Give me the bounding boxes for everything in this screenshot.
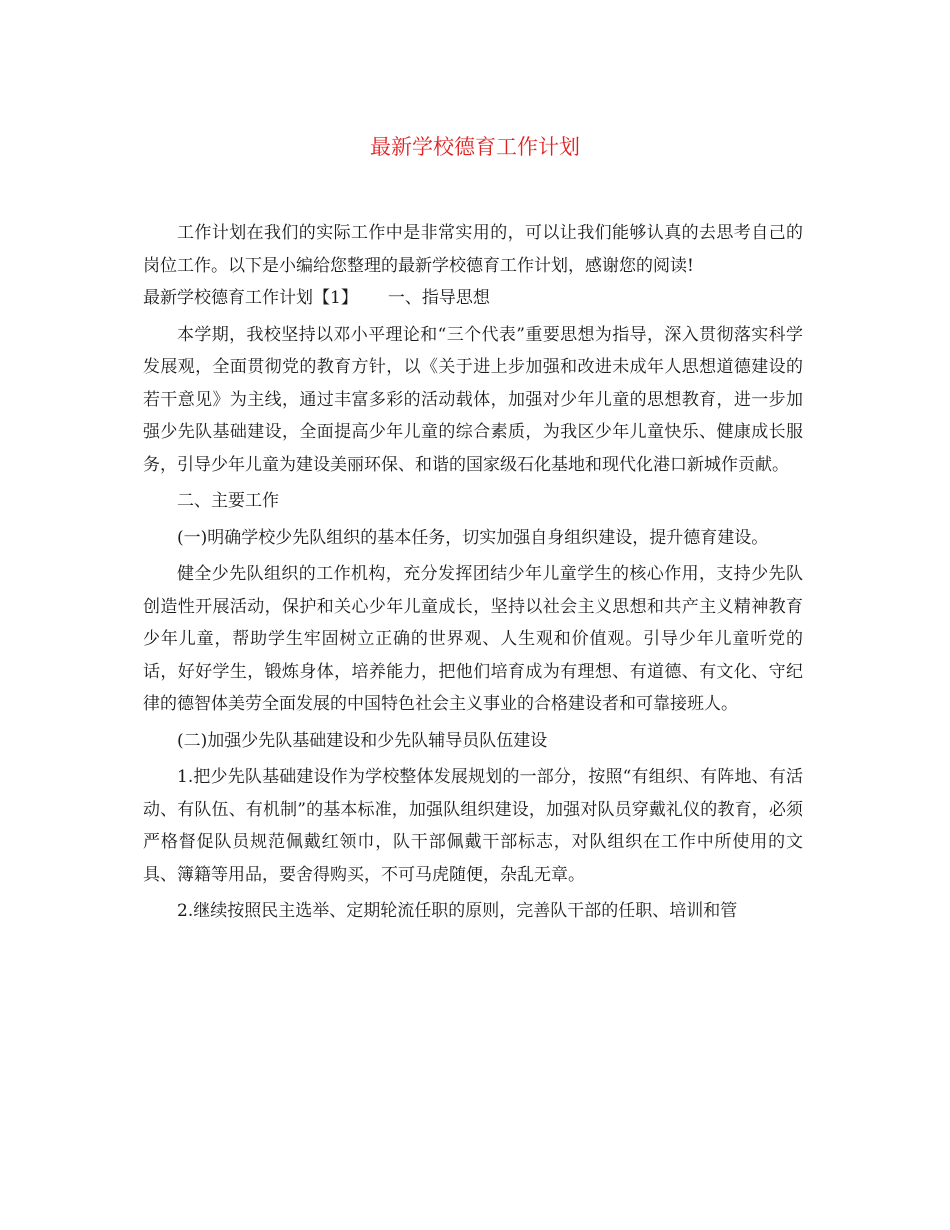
plan-heading-line <box>143 282 803 315</box>
intro-paragraph: 工作计划在我们的实际工作中是非常实用的，可以让我们能够认真的去思考自己的岗位工作。以下是小编给您整理的最新学校德育工作计划，感谢您的阅读! <box>143 223 803 276</box>
section2-heading: 二、主要工作 <box>177 491 279 511</box>
document-body <box>143 217 803 928</box>
section1-body: 本学期，我校坚持以邓小平理论和“三个代表”重要思想为指导，深入贯彻落实科学发展观，全面贯彻党的教育方针，以《关于进上步加强和改进未成年人思想道德建设的若干意见》为主线，通过丰富多彩的活动载体，加强对少年儿童的思想教育，进一步加强少先队基础建设，全面提高少年儿童的综合素质，为我区少年儿童快乐、健康成长服务，引导少年儿童为建设美丽环保、和谐的国家级石化基地和现代化港口新城作贡献。 <box>143 324 803 475</box>
item1-heading: (一)明确学校少先队组织的基本任务，切实加强自身组织建设，提升德育建设。 <box>177 527 769 548</box>
point2-paragraph: 2.继续按照民主选举、定期轮流任职的原则，完善队干部的任职、培训和管 <box>177 901 738 921</box>
document-title: 最新学校德育工作计划 <box>370 135 580 159</box>
section1-heading: 一、指导思想 <box>387 288 490 308</box>
plan-heading: 最新学校德育工作计划【1】 <box>143 288 358 308</box>
item2-heading: (二)加强少先队基础建设和少先队辅导员队伍建设 <box>177 730 548 751</box>
point1-paragraph: 1.把少先队基础建设作为学校整体发展规划的一部分，按照“有组织、有阵地、有活动、有队伍、有机制”的基本标准，加强队组织建设，加强对队员穿戴礼仪的教育，必须严格督促队员规范佩戴红领巾，队干部佩戴干部标志，对队组织在工作中所使用的文具、簿籍等用品，要舍得购买，不可马虎随便，杂乱无章。 <box>143 767 803 885</box>
item1-body: 健全少先队组织的工作机构，充分发挥团结少年儿童学生的核心作用，支持少先队创造性开展活动，保护和关心少年儿童成长，坚持以社会主义思想和共产主义精神教育少年儿童，帮助学生牢固树立正确的世界观、人生观和价值观。引导少年儿童听党的话，好好学生，锻炼身体，培养能力，把他们培育成为有理想、有道德、有文化、守纪律的德智体美劳全面发展的中国特色社会主义事业的合格建设者和可靠接班人。 <box>143 564 803 714</box>
